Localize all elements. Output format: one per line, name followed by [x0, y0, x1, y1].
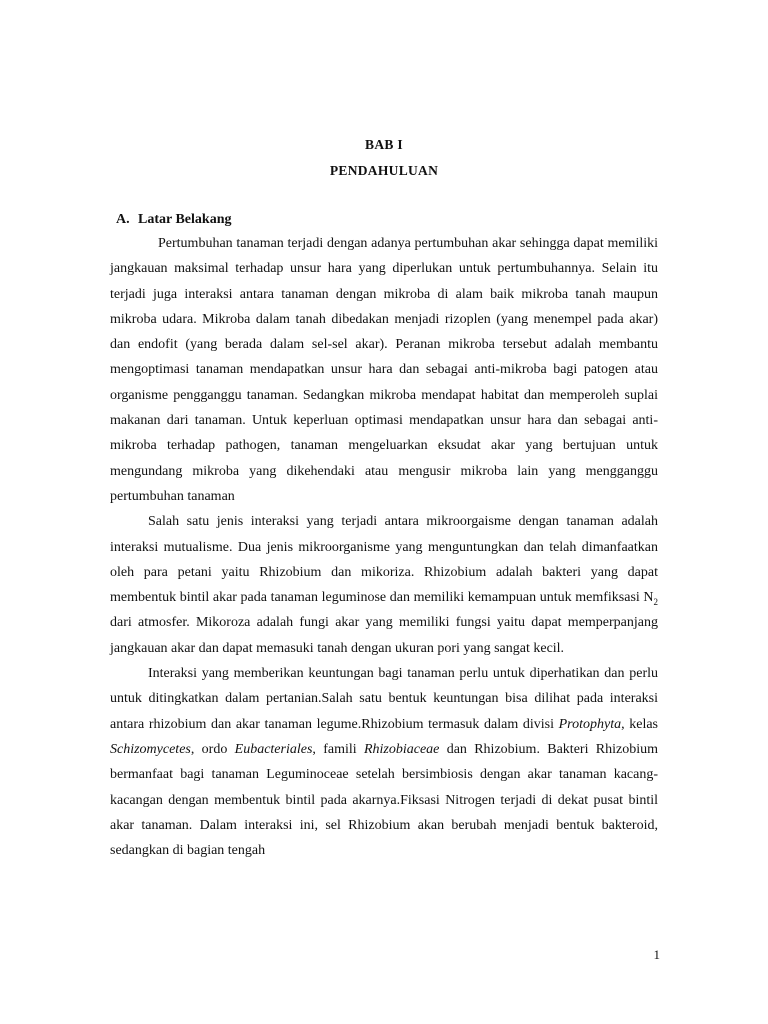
chapter-number: BAB I — [365, 137, 403, 152]
section-heading — [116, 212, 231, 228]
text-run: dari atmosfer. Mikoroza adalah fungi akar yang memiliki fungsi yaitu dapat memperpanjang jangkauan akar dan dapat memasuki tanah dengan ukuran pori yang sangat kecil. — [110, 615, 658, 656]
body-text — [110, 231, 658, 863]
subscript: 2 — [653, 596, 658, 607]
text-run: Interaksi yang memberikan keuntungan bagi tanaman perlu untuk diperhatikan dan perlu untuk ditingkatkan dalam pertanian.Salah satu bentuk keuntungan bisa dilihat pada interaksi antara rhizobium dan akar tanaman legume.Rhizobium termasuk dalam divisi — [110, 666, 658, 732]
italic-term: Schizomycetes — [110, 741, 191, 757]
italic-term: Rhizobiaceae — [363, 741, 440, 757]
paragraph — [110, 661, 658, 863]
text-run: , famili — [312, 741, 364, 757]
text-run: , ordo — [190, 741, 235, 757]
italic-term: Eubacteriales — [234, 741, 313, 757]
text-run: , kelas — [621, 716, 658, 732]
page-number: 1 — [653, 947, 660, 962]
section-letter: A. — [116, 212, 130, 227]
chapter-title: PENDAHULUAN — [329, 163, 439, 178]
text-run: Salah satu jenis interaksi yang terjadi antara mikroorgaisme dengan tanaman adalah interaksi mutualisme. Dua jenis mikroorganisme yang menguntungkan dan telah dimanfaatkan oleh para petani yaitu Rhizobium dan mikoriza. Rhizobium adalah bakteri yang dapat membentuk bintil akar pada tanaman leguminose dan memiliki kemampuan untuk memfiksasi N — [110, 514, 658, 606]
text-run: dan Rhizobium. Bakteri Rhizobium bermanfaat bagi tanaman Leguminoceae setelah bersimbiosis dengan akar tanaman kacang-kacangan dengan membentuk bintil pada akarnya.Fiksasi Nitrogen terjadi di dekat pusat bintil akar tanaman. Dalam interaksi ini, sel Rhizobium akan berubah menjadi bentuk bakteroid, sedangkan di bagian tengah — [110, 741, 658, 859]
italic-term: Protophyta — [558, 716, 622, 732]
text-run: Pertumbuhan tanaman terjadi dengan adanya pertumbuhan akar sehingga dapat memiliki jangkauan maksimal terhadap unsur hara yang diperlukan untuk pertumbuhannya. Selain itu terjadi juga interaksi antara tanaman dengan mikroba di alam baik mikroba tanah maupun mikroba udara. Mikroba dalam tanah dibedakan menjadi rizoplen (yang menempel pada akar) dan endofit (yang berada dalam sel-sel akar). Peranan mikroba tersebut adalah membantu mengoptimasi tanaman mendapatkan unsur hara dan sebagai anti-mikroba bagi patogen atau organisme pengganggu tanaman. Sedangkan mikroba mendapat habitat dan memperoleh suplai makanan dari tanaman. Untuk keperluan optimasi mendapatkan unsur hara dan sebagai anti-mikroba terhadap pathogen, tanaman mengeluarkan eksudat akar yang bertujuan untuk mengundang mikroba yang dikehendaki atau mengusir mikroba lain yang mengganggu pertumbuhan tanaman — [110, 236, 658, 504]
section-title: Latar Belakang — [138, 212, 232, 227]
paragraph — [110, 231, 658, 509]
paragraph — [110, 509, 658, 661]
